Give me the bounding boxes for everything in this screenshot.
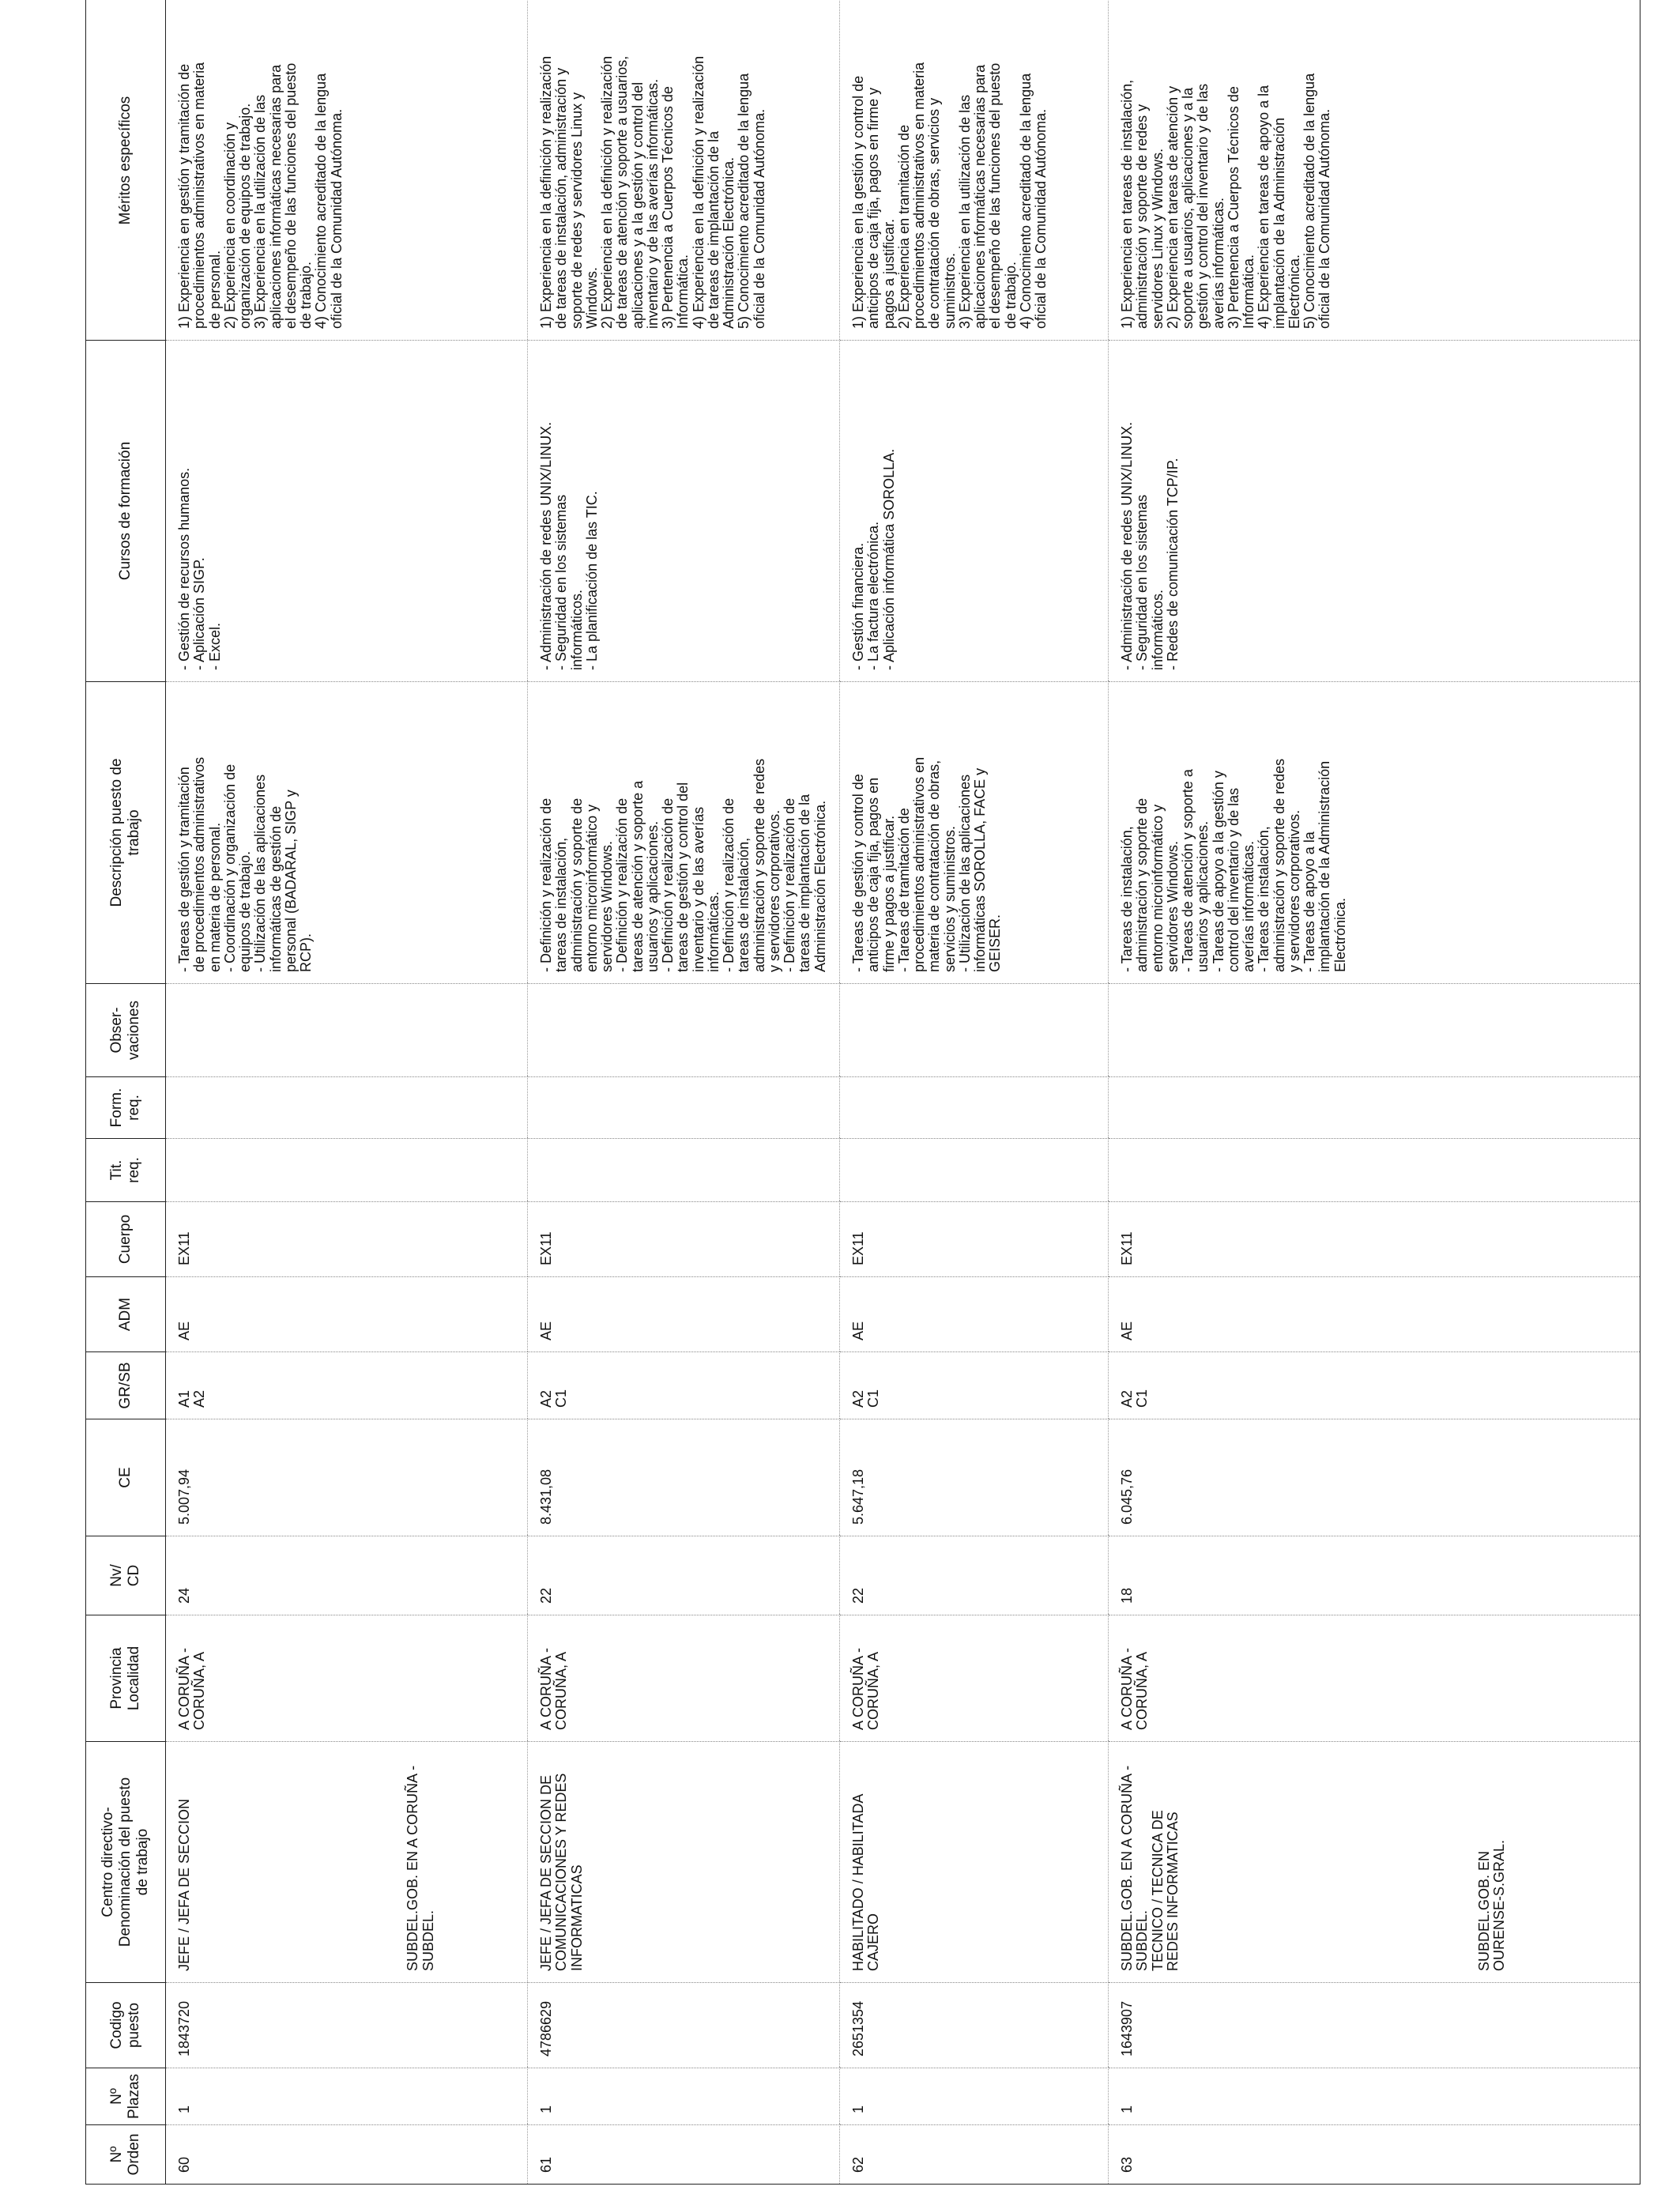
cell-form xyxy=(840,1077,1109,1139)
cursos-text: - Administración de redes UNIX/LINUX. - Seguridad en los sistemas informáticos. - Redes de comunicación TCP/IP. xyxy=(1119,421,1181,670)
cell-centro xyxy=(166,1742,528,1983)
centro-text: SUBDEL.GOB. EN A CORUÑA - SUBDEL. TECNICO / TECNICA DE REDES INFORMATICAS xyxy=(1119,1765,1181,1971)
cell-codigo xyxy=(840,1983,1109,2068)
col-nvcd: Nv/ CD xyxy=(86,1536,166,1615)
orden-text: 61 xyxy=(538,2156,554,2173)
table-row xyxy=(166,0,528,2185)
nvcd-text: 18 xyxy=(1119,1587,1135,1604)
cell-cuerpo xyxy=(1109,1202,1640,1277)
cell-obs xyxy=(840,984,1109,1077)
centro-text: HABILITADO / HABILITADA CAJERO xyxy=(850,1793,882,1971)
provincia-text: A CORUÑA - CORUÑA, A xyxy=(176,1647,208,1730)
cell-cursos xyxy=(840,341,1109,682)
cell-ce xyxy=(166,1419,528,1536)
col-centro: Centro directivo- Denominación del puesto de trabajo xyxy=(86,1742,166,1983)
meritos-text: 1) Experiencia en tareas de instalación, administración y soporte de redes y servidores Linux y Windows. 2) Experiencia en tareas de atención y soporte a usuarios, aplicaciones y a la gestión y control del inventario y de las averías informáticas. 3) Pertenencia a Cuerpos Técnicos de Informática. 4) Experiencia en tareas de apoyo a la implantación de la Administración Electrónica. 5) Conocimiento acreditado de la lengua oficial de la Comunidad Autónoma. xyxy=(1119,73,1333,329)
adm-text: AE xyxy=(1119,1321,1135,1340)
cell-meritos xyxy=(528,0,840,341)
meritos-text: 1) Experiencia en gestión y tramitación de procedimientos administrativos en materia de personal. 2) Experiencia en coordinación y organización de equipos de trabajo. 3) Experiencia en la utilización de las aplicaciones informáticas necesarias para el desempeño de las funciones del puesto de trabajo. 4) Conocimiento acreditado de la lengua oficial de la Comunidad Autónoma. xyxy=(176,62,345,329)
positions-table xyxy=(85,0,1640,2185)
cell-plazas xyxy=(166,2068,528,2125)
nvcd-text: 22 xyxy=(850,1587,866,1604)
cursos-text: - Administración de redes UNIX/LINUX. - Seguridad en los sistemas informáticos. - La planificación de las TIC. xyxy=(538,421,600,670)
col-meritos: Méritos específicos xyxy=(86,0,166,341)
orden-text: 60 xyxy=(176,2156,192,2173)
col-cursos: Cursos de formación xyxy=(86,341,166,682)
col-provincia: Provincia Localidad xyxy=(86,1615,166,1742)
descripcion-text: - Tareas de gestión y control de anticipos de caja fija, pagos en firme y pagos a justificar. - Tareas de tramitación de procedimientos administrativos en materia de contratación de obras, servicios y suministros. - Utilización de las aplicaciones informáticas SOROLLA, FACE y GEISER. xyxy=(850,756,1004,972)
cell-descripcion xyxy=(1109,682,1640,984)
descripcion-text: - Tareas de instalación, administración y soporte de entorno microinformático y servidores Windows. - Tareas de atención y soporte a usuarios y aplicaciones. - Tareas de apoyo a la gestión y control del inventario y de las averías informáticas. - Tareas de instalación, administración y soporte de redes y servidores corporativos. - Tareas de apoyo a la implantación de la Administración Electrónica. xyxy=(1119,758,1348,972)
cell-nvcd xyxy=(528,1536,840,1615)
descripcion-text: - Definición y realización de tareas de instalación, administración y soporte de entorno microinformático y servidores Windows. - Definición y realización de tareas de atención y soporte a usuarios y aplicaciones. - Definición y realización de tareas de gestión y control del inventario y de las averías informáticas. - Definición y realización de tareas de instalación, administración y soporte de redes y servidores corporativos. - Definición y realización de tareas de implantación de la Administración Electrónica. xyxy=(538,758,828,972)
descripcion-text: - Tareas de gestión y tramitación de procedimientos administrativos en materia de personal. - Coordinación y organización de equipos de trabajo. - Utilización de las aplicaciones informáticas de gestión de personal (BADARAL, SIGP y RCP). xyxy=(176,756,314,972)
cell-centro xyxy=(1109,1742,1640,1983)
cell-descripcion xyxy=(528,682,840,984)
centro-text: JEFE / JEFA DE SECCION DE COMUNICACIONES Y REDES INFORMATICAS xyxy=(538,1773,585,1971)
header-row xyxy=(86,0,166,2185)
col-cuerpo: Cuerpo xyxy=(86,1202,166,1277)
ce-text: 8.431,08 xyxy=(538,1468,554,1525)
grsb-text: A1 A2 xyxy=(176,1389,208,1408)
cell-descripcion xyxy=(840,682,1109,984)
table-row xyxy=(840,0,1109,2185)
cell-centro xyxy=(840,1742,1109,1983)
cell-nvcd xyxy=(840,1536,1109,1615)
cell-meritos xyxy=(840,0,1109,341)
cell-grsb xyxy=(1109,1352,1640,1419)
cell-plazas xyxy=(1109,2068,1640,2125)
codigo-text: 4786629 xyxy=(538,2000,554,2056)
cell-form xyxy=(528,1077,840,1139)
cell-provincia xyxy=(1109,1615,1640,1742)
cell-obs xyxy=(166,984,528,1077)
plazas-text: 1 xyxy=(176,2105,192,2113)
cell-adm xyxy=(1109,1277,1640,1352)
codigo-text: 2651354 xyxy=(850,2000,866,2056)
codigo-text: 1643907 xyxy=(1119,2000,1135,2056)
cell-cursos xyxy=(1109,341,1640,682)
meritos-text: 1) Experiencia en la gestión y control de anticipos de caja fija, pagos en firme y pagos a justificar. 2) Experiencia en tramitación de procedimientos administrativos en materia de contratación de obras, servicios y suministros. 3) Experiencia en la utilización de las aplicaciones informáticas necesarias para el desempeño de las funciones del puesto de trabajo. 4) Conocimiento acreditado de la lengua oficial de la Comunidad Autónoma. xyxy=(850,62,1049,329)
cell-meritos xyxy=(166,0,528,341)
cell-codigo xyxy=(1109,1983,1640,2068)
cell-plazas xyxy=(840,2068,1109,2125)
centro-directivo-text: SUBDEL.GOB. EN OURENSE-S.GRAL. xyxy=(1476,1839,1508,1971)
orden-text: 62 xyxy=(850,2156,866,2173)
plazas-text: 1 xyxy=(1119,2105,1135,2113)
meritos-text: 1) Experiencia en la definición y realización de tareas de instalación, administración y soporte de redes y servidores Linux y Windows. 2) Experiencia en la definición y realización de tareas de atención y soporte a usuarios, aplicaciones y a la gestión y control del inventario y de las averías informáticas. 3) Pertenencia a Cuerpos Técnicos de Informática. 4) Experiencia en la definición y realización de tareas de implantación de la Administración Electrónica. 5) Conocimiento acreditado de la lengua oficial de la Comunidad Autónoma. xyxy=(538,55,767,329)
plazas-text: 1 xyxy=(538,2105,554,2113)
cell-codigo xyxy=(166,1983,528,2068)
cell-adm xyxy=(166,1277,528,1352)
col-obs: Obser- vaciones xyxy=(86,984,166,1077)
table-row xyxy=(528,0,840,2185)
cell-grsb xyxy=(166,1352,528,1419)
provincia-text: A CORUÑA - CORUÑA, A xyxy=(538,1647,570,1730)
cuerpo-text: EX11 xyxy=(176,1231,192,1265)
cell-grsb xyxy=(840,1352,1109,1419)
nvcd-text: 24 xyxy=(176,1587,192,1604)
cell-tit xyxy=(840,1139,1109,1202)
cell-plazas xyxy=(528,2068,840,2125)
adm-text: AE xyxy=(850,1321,866,1340)
ce-text: 5.647,18 xyxy=(850,1468,866,1525)
cell-adm xyxy=(528,1277,840,1352)
cell-centro xyxy=(528,1742,840,1983)
centro-directivo-text: SUBDEL.GOB. EN A CORUÑA - SUBDEL. xyxy=(405,1765,436,1971)
col-grsb: GR/SB xyxy=(86,1352,166,1419)
cursos-text: - Gestión financiera. - La factura electrónica. - Aplicación informática SOROLLA. xyxy=(850,448,897,670)
cell-orden xyxy=(528,2125,840,2185)
cell-codigo xyxy=(528,1983,840,2068)
cell-descripcion xyxy=(166,682,528,984)
ce-text: 5.007,94 xyxy=(176,1468,192,1525)
cell-cuerpo xyxy=(166,1202,528,1277)
document-sheet xyxy=(85,11,1606,2185)
col-plazas: Nº Plazas xyxy=(86,2068,166,2125)
cell-cuerpo xyxy=(840,1202,1109,1277)
cell-provincia xyxy=(166,1615,528,1742)
cell-obs xyxy=(1109,984,1640,1077)
cell-grsb xyxy=(528,1352,840,1419)
grsb-text: A2 C1 xyxy=(850,1389,882,1408)
adm-text: AE xyxy=(538,1321,554,1340)
cell-ce xyxy=(1109,1419,1640,1536)
orden-text: 63 xyxy=(1119,2156,1135,2173)
cell-tit xyxy=(528,1139,840,1202)
cell-form xyxy=(166,1077,528,1139)
nvcd-text: 22 xyxy=(538,1587,554,1604)
cell-ce xyxy=(528,1419,840,1536)
grsb-text: A2 C1 xyxy=(538,1389,570,1408)
cell-tit xyxy=(166,1139,528,1202)
cuerpo-text: EX11 xyxy=(538,1231,554,1265)
col-form: Form. req. xyxy=(86,1077,166,1139)
col-orden: Nº Orden xyxy=(86,2125,166,2185)
adm-text: AE xyxy=(176,1321,192,1340)
cell-tit xyxy=(1109,1139,1640,1202)
provincia-text: A CORUÑA - CORUÑA, A xyxy=(1119,1647,1151,1730)
cuerpo-text: EX11 xyxy=(1119,1231,1135,1265)
cell-cursos xyxy=(528,341,840,682)
cell-orden xyxy=(840,2125,1109,2185)
col-descripcion: Descripción puesto de trabajo xyxy=(86,682,166,984)
codigo-text: 1843720 xyxy=(176,2000,192,2056)
col-tit: Tit. req. xyxy=(86,1139,166,1202)
grsb-text: A2 C1 xyxy=(1119,1389,1151,1408)
cell-meritos xyxy=(1109,0,1640,341)
cell-orden xyxy=(1109,2125,1640,2185)
cell-nvcd xyxy=(1109,1536,1640,1615)
col-codigo: Codigo puesto xyxy=(86,1983,166,2068)
cell-ce xyxy=(840,1419,1109,1536)
col-adm: ADM xyxy=(86,1277,166,1352)
cursos-text: - Gestión de recursos humanos. - Aplicación SIGP. - Excel. xyxy=(176,467,223,670)
plazas-text: 1 xyxy=(850,2105,866,2113)
cell-cursos xyxy=(166,341,528,682)
table-row xyxy=(1109,0,1640,2185)
ce-text: 6.045,76 xyxy=(1119,1468,1135,1525)
col-ce: CE xyxy=(86,1419,166,1536)
cell-nvcd xyxy=(166,1536,528,1615)
cell-cuerpo xyxy=(528,1202,840,1277)
cell-form xyxy=(1109,1077,1640,1139)
cell-adm xyxy=(840,1277,1109,1352)
cell-orden xyxy=(166,2125,528,2185)
cell-provincia xyxy=(840,1615,1109,1742)
cuerpo-text: EX11 xyxy=(850,1231,866,1265)
provincia-text: A CORUÑA - CORUÑA, A xyxy=(850,1647,882,1730)
cell-obs xyxy=(528,984,840,1077)
centro-text: JEFE / JEFA DE SECCION xyxy=(176,1798,192,1971)
cell-provincia xyxy=(528,1615,840,1742)
